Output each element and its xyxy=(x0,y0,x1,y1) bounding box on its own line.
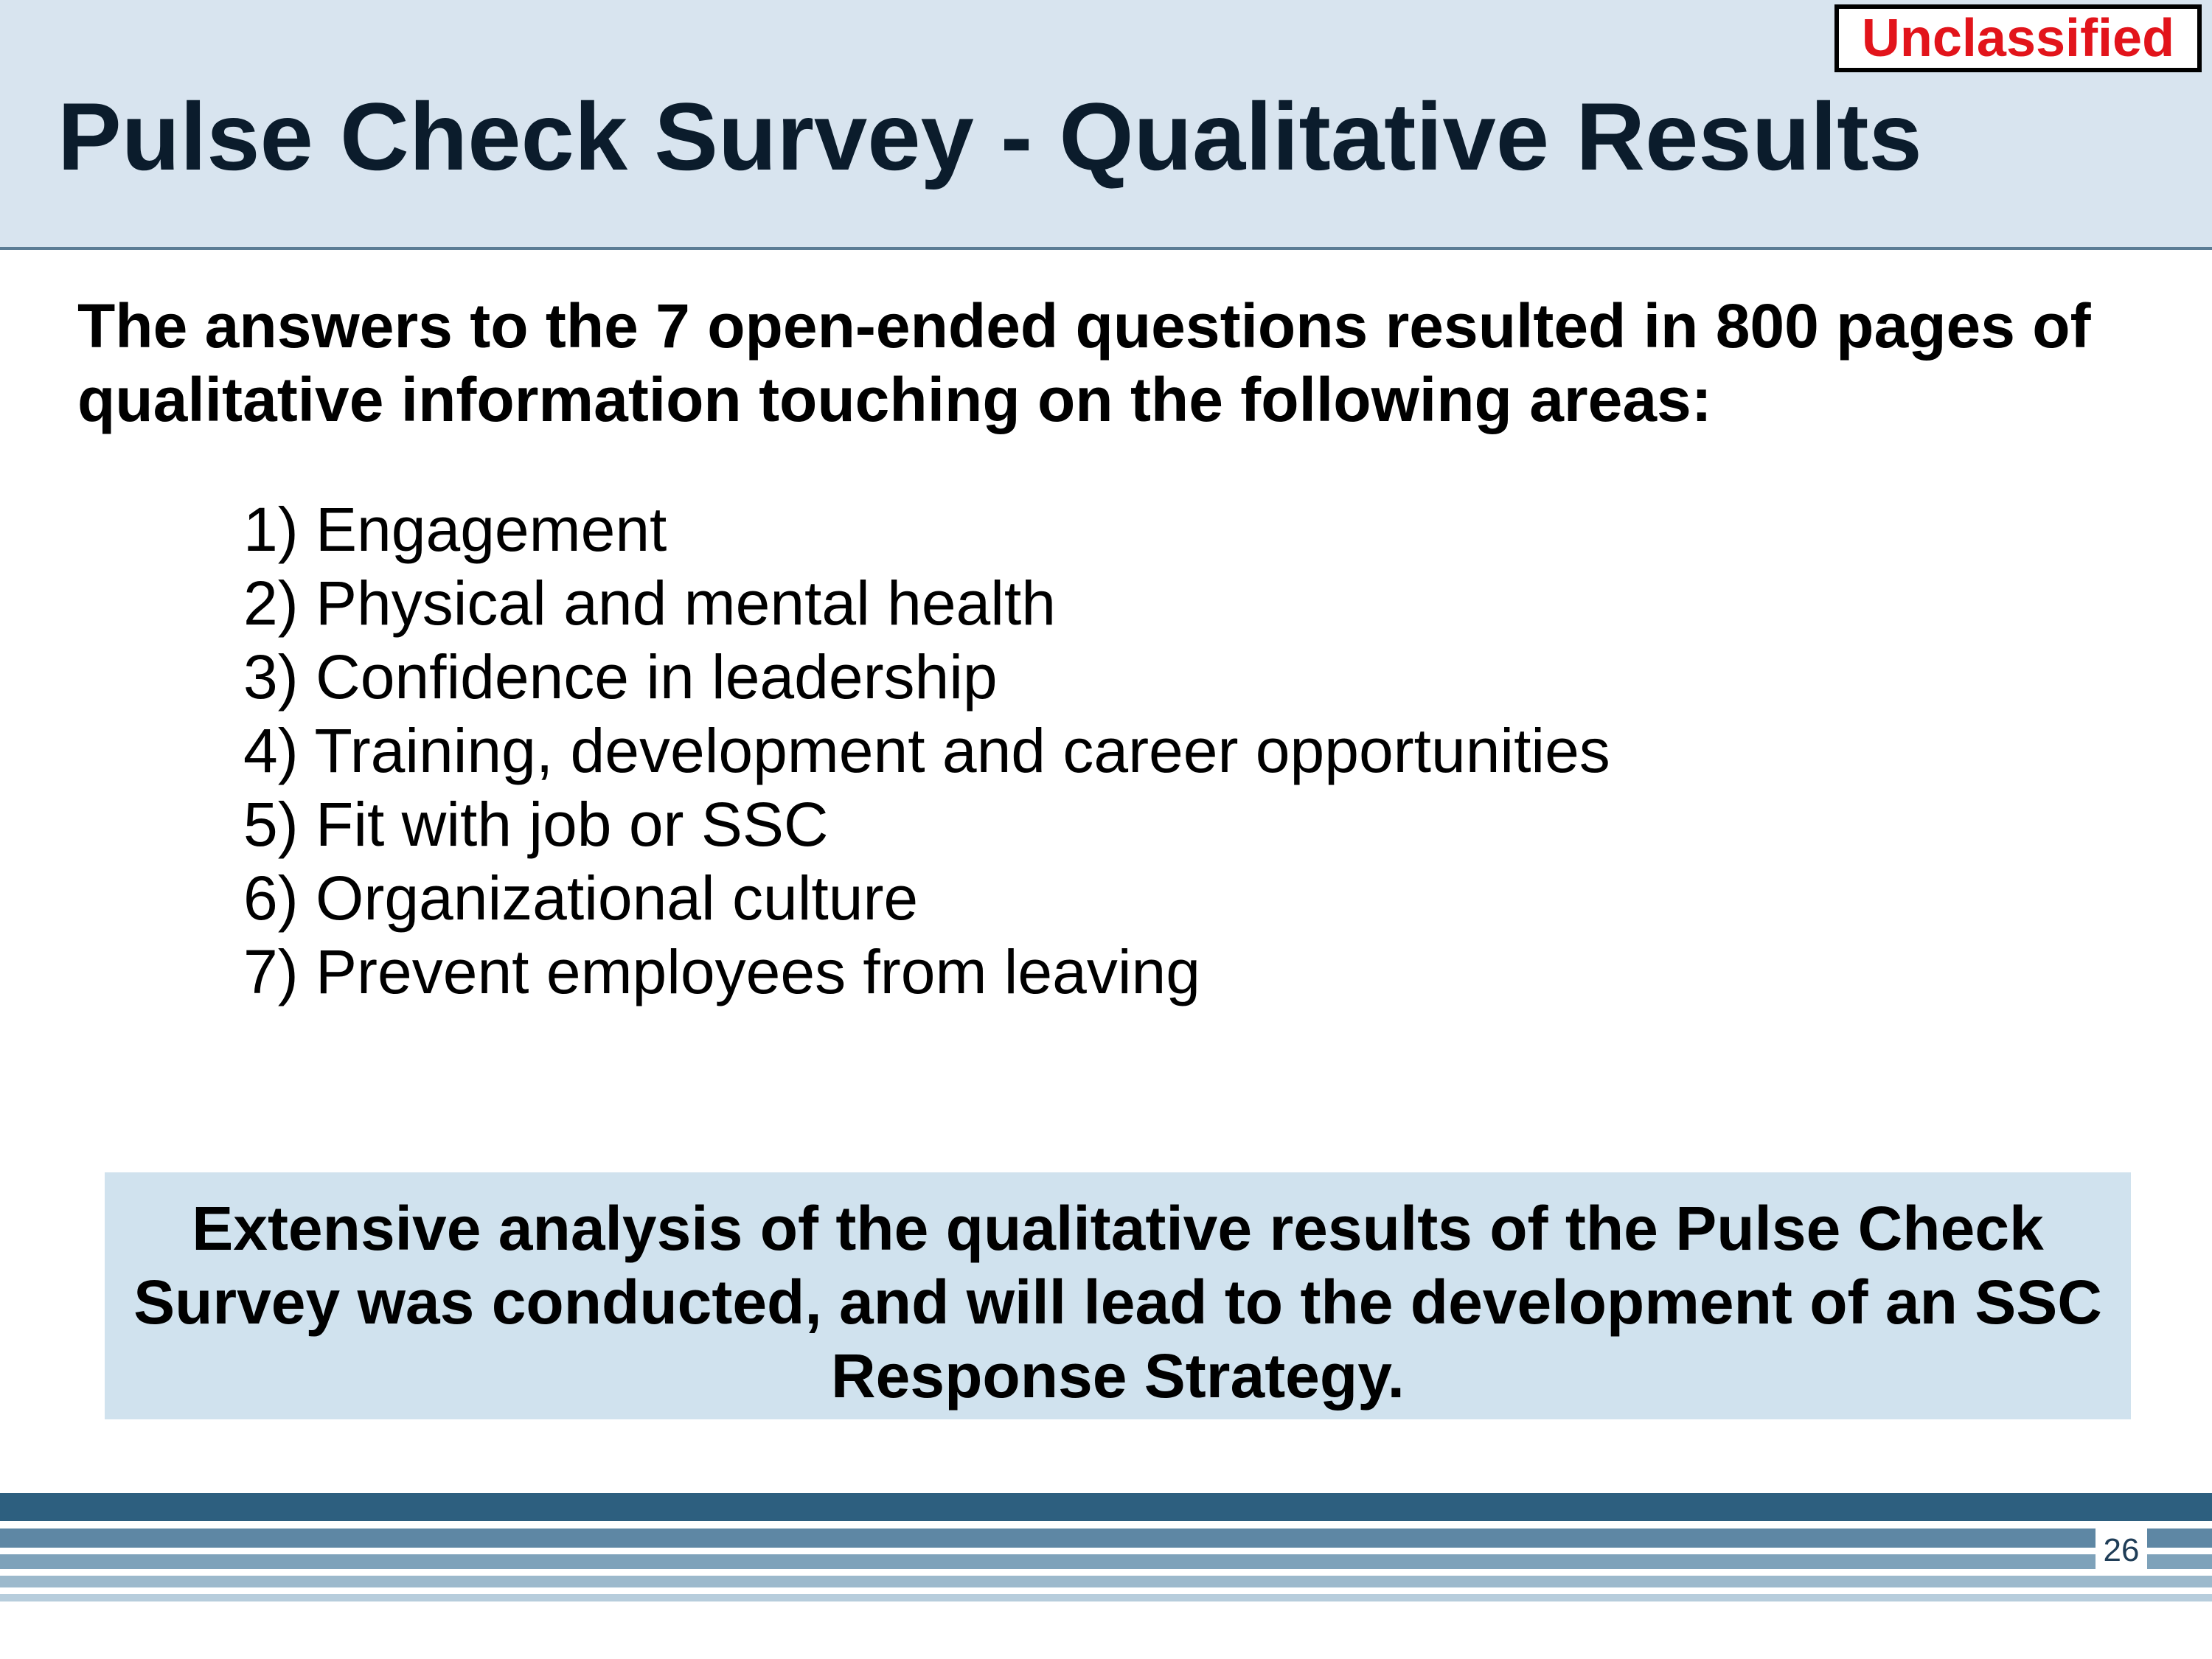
footer-stripe xyxy=(0,1493,2212,1521)
conclusion-text: Extensive analysis of the qualitative results of the Pulse Check Survey was conducted, and will lead to the development of an SSC Response Strategy. xyxy=(133,1194,2102,1411)
classification-badge: Unclassified xyxy=(1834,4,2202,72)
list-item: 3) Confidence in leadership xyxy=(243,642,998,712)
list-item: 4) Training, development and career opportunities xyxy=(243,716,1610,785)
footer-stripe xyxy=(0,1594,2212,1601)
conclusion-box xyxy=(105,1172,2131,1419)
areas-list xyxy=(243,493,1610,1009)
list-item: 1) Engagement xyxy=(243,495,667,564)
page-title: Pulse Check Survey - Qualitative Results xyxy=(58,83,1922,190)
list-item: 6) Organizational culture xyxy=(243,863,919,933)
page-number: 26 xyxy=(2096,1526,2147,1575)
list-item: 2) Physical and mental health xyxy=(243,568,1056,638)
intro-paragraph: The answers to the 7 open-ended questions resulted in 800 pages of qualitative information touching on the following areas: xyxy=(77,291,2091,434)
list-item: 5) Fit with job or SSC xyxy=(243,790,829,859)
footer-stripe xyxy=(0,1554,2212,1569)
footer-stripe xyxy=(0,1576,2212,1587)
footer-stripe xyxy=(0,1528,2212,1548)
header-band xyxy=(0,0,2212,250)
list-item: 7) Prevent employees from leaving xyxy=(243,937,1200,1006)
